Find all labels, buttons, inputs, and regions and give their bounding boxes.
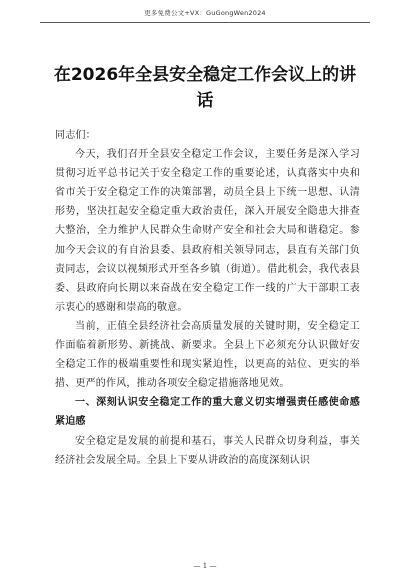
section-heading: 一、深刻认识安全稳定工作的重大意义切实增强责任感使命感紧迫感	[55, 397, 360, 428]
body-paragraph: 安全稳定是发展的前提和基石，事关人民群众切身利益，事关经济社会发展全局。全县上下要从讲政治的高度深刻认识	[55, 435, 360, 466]
document-title: 在2026年全县安全稳定工作会议上的讲话	[53, 65, 357, 111]
salutation: 同志们：	[55, 130, 96, 141]
body-paragraph: 当前，正值全县经济社会高质量发展的关键时期，安全稳定工作面临着新形势、新挑战、新要求。全县上下必须充分认识做好安全稳定工作的极端重要性和现实紧迫性，以更高的站位、更实的举措、更严的作风，推动各项安全稳定措施落地见效。	[55, 320, 360, 390]
page-number: — 1 —	[193, 562, 217, 570]
body-paragraph: 今天，我们召开全县安全稳定工作会议，主要任务是深入学习贯彻习近平总书记关于安全稳定工作的重要论述，认真落实中央和省市关于安全稳定工作的决策部署，动员全县上下统一思想、认清形势，坚决扛起安全稳定重大政治责任，深入开展安全隐患大排查大整治，全力维护人民群众生命财产安全和社会大局和谐稳定。参加今天会议的有自治县委、县政府相关领导同志，县直有关部门负责同志，会议以视频形式开至各乡镇（街道）。借此机会，我代表县委、县政府向长期以来奋战在安全稳定工作一线的广大干部职工表示衷心的感谢和崇高的敬意。	[55, 149, 360, 313]
document-body	[55, 126, 360, 470]
header-note: 更多免费公文+VX：GuGongWen2024	[144, 9, 266, 17]
header-divider	[40, 22, 370, 23]
